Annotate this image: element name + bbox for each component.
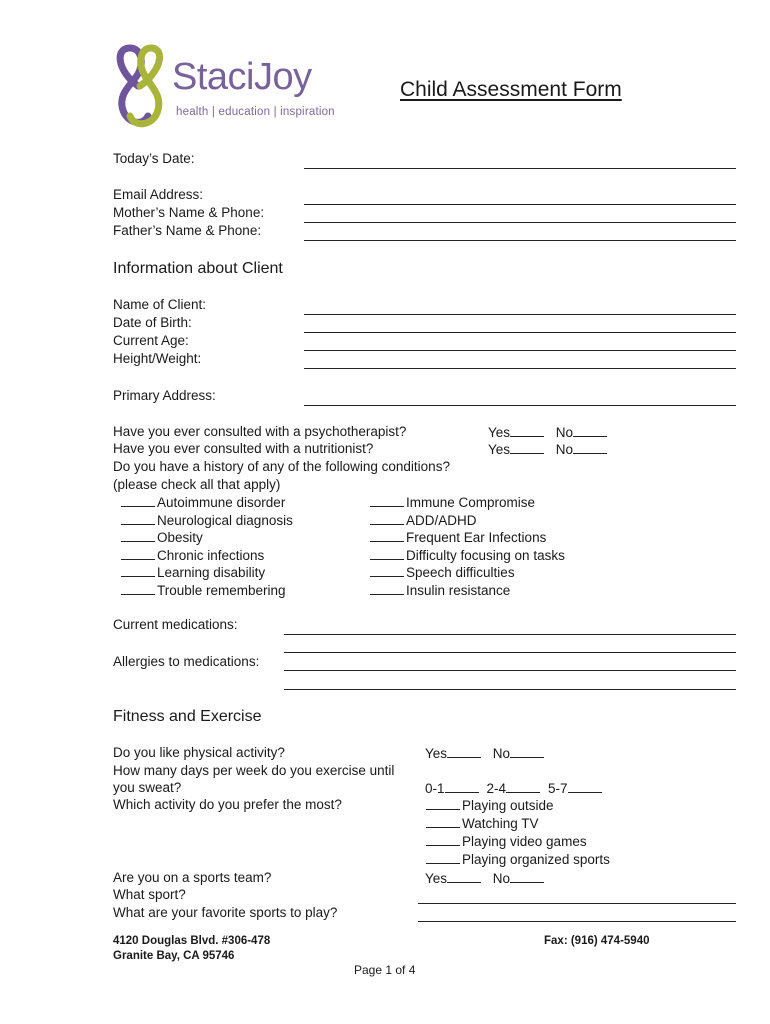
condition-label: Speech difficulties	[406, 565, 515, 581]
address-label: Primary Address:	[113, 388, 216, 403]
brand-name: StaciJoy	[172, 56, 312, 98]
yes-label: Yes	[488, 442, 511, 457]
condition-option[interactable]	[121, 564, 265, 580]
check-blank[interactable]	[426, 851, 460, 864]
dob-label: Date of Birth:	[113, 315, 192, 330]
check-blank[interactable]	[426, 797, 460, 810]
check-blank[interactable]	[121, 529, 155, 542]
father-field[interactable]	[304, 240, 736, 241]
nutritionist-question: Have you ever consulted with a nutritionist?	[113, 441, 374, 456]
days-question-line-2: you sweat?	[113, 780, 182, 795]
like-activity-answer[interactable]	[425, 745, 546, 761]
check-blank[interactable]	[370, 582, 404, 595]
footer-fax: Fax: (916) 474-5940	[544, 935, 650, 947]
condition-label: Chronic infections	[157, 547, 265, 563]
yes-blank[interactable]	[510, 441, 544, 454]
days-question-line-1: How many days per week do you exercise until	[113, 763, 395, 778]
no-blank[interactable]	[510, 745, 544, 758]
check-blank[interactable]	[121, 512, 155, 525]
check-blank[interactable]	[426, 833, 460, 846]
condition-label: Obesity	[157, 530, 203, 546]
mother-field[interactable]	[304, 222, 736, 223]
check-blank[interactable]	[121, 547, 155, 560]
like-activity-question: Do you like physical activity?	[113, 745, 285, 760]
condition-label: Autoimmune disorder	[157, 495, 286, 510]
sports-team-answer[interactable]	[425, 870, 546, 886]
check-blank[interactable]	[370, 547, 404, 560]
father-label: Father’s Name & Phone:	[113, 223, 262, 238]
sports-team-question: Are you on a sports team?	[113, 870, 272, 885]
height-weight-label: Height/Weight:	[113, 351, 202, 366]
page-number: Page 1 of 4	[354, 963, 416, 977]
no-label: No	[555, 425, 574, 440]
days-option-blank[interactable]	[445, 780, 479, 793]
email-label: Email Address:	[113, 187, 204, 202]
client-name-field[interactable]	[304, 314, 736, 315]
yes-label: Yes	[425, 871, 448, 886]
nutritionist-answer[interactable]	[488, 441, 609, 457]
stacijoy-logo-mark	[108, 42, 170, 134]
days-option-label: 5-7	[548, 781, 568, 796]
condition-option[interactable]	[370, 547, 565, 563]
prefer-activity-question: Which activity do you prefer the most?	[113, 797, 342, 812]
footer-address-line-2: Granite Bay, CA 95746	[113, 950, 235, 962]
todays-date-field[interactable]	[304, 168, 736, 169]
client-section-heading: Information about Client	[113, 260, 283, 277]
condition-option[interactable]	[121, 494, 285, 510]
psychotherapist-question: Have you ever consulted with a psychotherapist?	[113, 424, 407, 439]
brand-tagline: health | education | inspiration	[176, 106, 335, 118]
fitness-section-heading: Fitness and Exercise	[113, 708, 262, 725]
medications-field[interactable]	[284, 634, 736, 635]
activity-option[interactable]	[426, 851, 610, 867]
allergies-field-1[interactable]	[284, 652, 736, 653]
condition-option[interactable]	[370, 564, 515, 580]
condition-label: Insulin resistance	[406, 583, 511, 598]
allergies-field-3[interactable]	[284, 689, 736, 690]
condition-option[interactable]	[121, 582, 286, 598]
favorite-sports-field[interactable]	[418, 921, 736, 922]
activity-label: Playing video games	[462, 834, 587, 849]
dob-field[interactable]	[304, 332, 736, 333]
activity-option[interactable]	[426, 815, 539, 831]
check-blank[interactable]	[370, 564, 404, 577]
psychotherapist-answer[interactable]	[488, 424, 609, 440]
check-blank[interactable]	[121, 494, 155, 507]
history-note: (please check all that apply)	[113, 477, 281, 492]
condition-label: ADD/ADHD	[406, 512, 477, 528]
yes-blank[interactable]	[447, 745, 481, 758]
days-option-blank[interactable]	[506, 780, 540, 793]
height-weight-field[interactable]	[304, 368, 736, 369]
no-label: No	[492, 746, 511, 761]
address-field[interactable]	[304, 405, 736, 406]
condition-option[interactable]	[121, 529, 203, 545]
form-title: Child Assessment Form	[400, 78, 622, 101]
allergies-label: Allergies to medications:	[113, 654, 260, 669]
days-options	[425, 780, 604, 796]
activity-option[interactable]	[426, 833, 587, 849]
allergies-field-2[interactable]	[284, 670, 736, 671]
no-blank[interactable]	[573, 441, 607, 454]
age-label: Current Age:	[113, 333, 189, 348]
activity-label: Playing outside	[462, 798, 554, 813]
yes-label: Yes	[425, 746, 448, 761]
age-field[interactable]	[304, 350, 736, 351]
favorite-sports-question: What are your favorite sports to play?	[113, 905, 338, 920]
days-option-label: 0-1	[425, 781, 445, 796]
check-blank[interactable]	[121, 582, 155, 595]
condition-option[interactable]	[370, 529, 546, 545]
footer-address-line-1: 4120 Douglas Blvd. #306-478	[113, 935, 271, 947]
condition-option[interactable]	[121, 512, 293, 528]
no-label: No	[492, 871, 511, 886]
client-name-label: Name of Client:	[113, 297, 207, 312]
yes-blank[interactable]	[447, 870, 481, 883]
check-blank[interactable]	[121, 564, 155, 577]
check-blank[interactable]	[370, 512, 404, 525]
condition-option[interactable]	[370, 582, 510, 598]
condition-label: Frequent Ear Infections	[406, 530, 547, 546]
condition-label: Learning disability	[157, 565, 266, 581]
check-blank[interactable]	[370, 494, 404, 507]
days-option-label: 2-4	[486, 781, 507, 796]
mother-label: Mother’s Name & Phone:	[113, 205, 265, 220]
check-blank[interactable]	[426, 815, 460, 828]
yes-label: Yes	[488, 425, 511, 440]
condition-label: Immune Compromise	[406, 495, 536, 510]
condition-option[interactable]	[121, 547, 264, 563]
condition-label: Difficulty focusing on tasks	[406, 547, 565, 563]
history-question: Do you have a history of any of the following conditions?	[113, 459, 450, 474]
what-sport-question: What sport?	[113, 887, 186, 902]
email-field[interactable]	[304, 204, 736, 205]
condition-label: Neurological diagnosis	[157, 512, 293, 528]
check-blank[interactable]	[370, 529, 404, 542]
activity-option[interactable]	[426, 797, 554, 813]
condition-option[interactable]	[370, 494, 535, 510]
days-option-blank[interactable]	[568, 780, 602, 793]
activity-label: Watching TV	[462, 816, 539, 831]
no-blank[interactable]	[573, 424, 607, 437]
what-sport-field[interactable]	[418, 903, 736, 904]
medications-label: Current medications:	[113, 617, 238, 632]
todays-date-label: Today’s Date:	[113, 151, 195, 166]
yes-blank[interactable]	[510, 424, 544, 437]
condition-label: Trouble remembering	[157, 583, 286, 598]
activity-label: Playing organized sports	[462, 852, 610, 867]
no-blank[interactable]	[510, 870, 544, 883]
no-label: No	[555, 442, 574, 457]
condition-option[interactable]	[370, 512, 477, 528]
